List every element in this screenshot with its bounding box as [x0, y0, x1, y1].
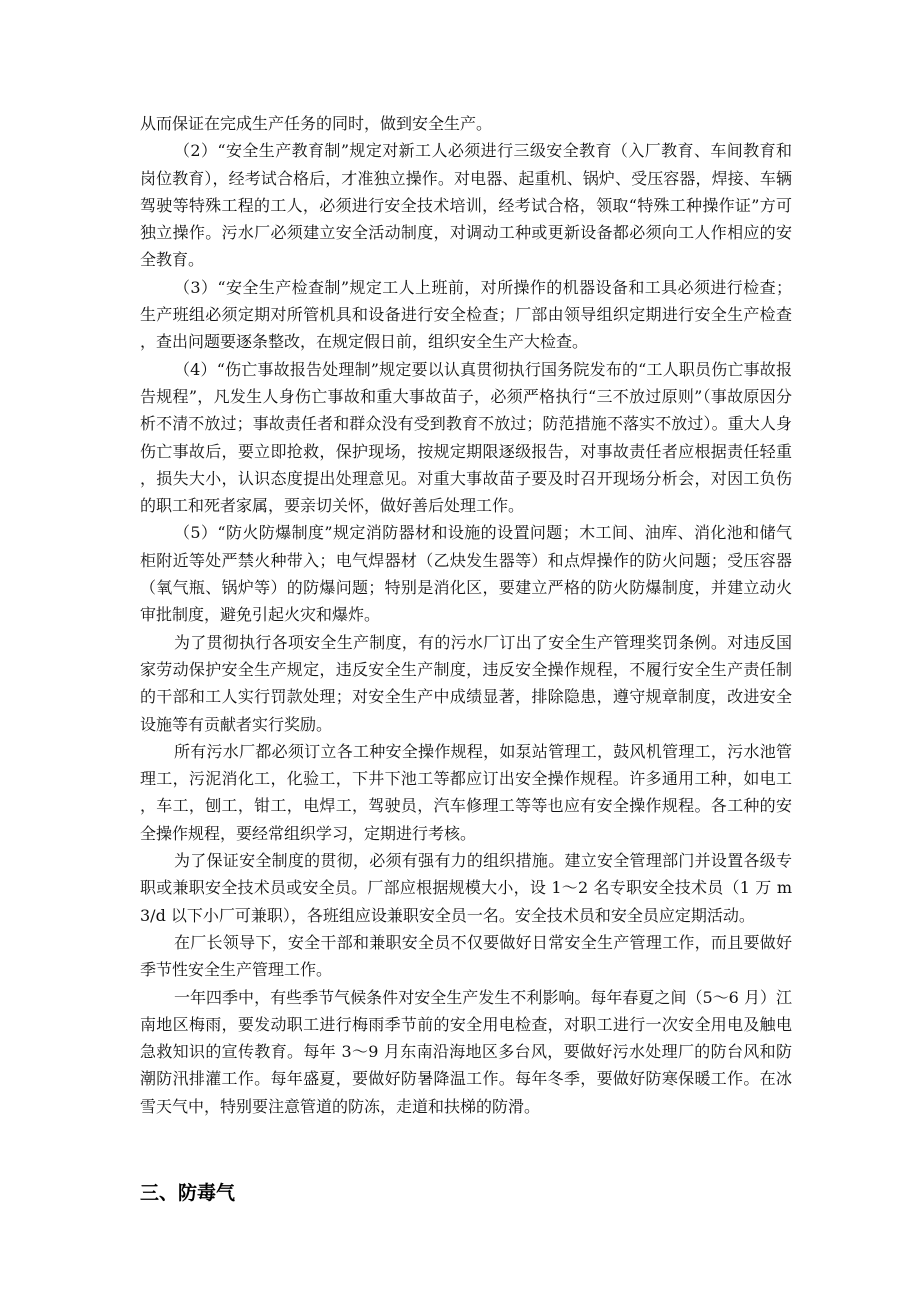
paragraph-safety-inspection: （3）“安全生产检查制”规定工人上班前，对所操作的机器设备和工具必须进行检查；生产班组必须定期对所管机具和设备进行安全检查；厂部由领导组织定期进行安全生产检查，查出问题要逐条整改，在规定假日前，组织安全生产大检查。 — [140, 277, 792, 352]
document-page — [140, 110, 792, 1208]
section-heading: 三、防毒气 — [140, 1181, 236, 1204]
paragraph-organization-measures: 为了保证安全制度的贯彻，必须有强有力的组织措施。建立安全管理部门并设置各级专职或兼职安全技术员或安全员。厂部应根据规模大小，设 1～2 名专职安全技术员（1 万 m3/d 以下小厂可兼职），各班组应设兼职安全员一名。安全技术员和安全员应定期活动。 — [140, 851, 792, 925]
paragraph-seasonal-conditions: 一年四季中，有些季节气候条件对安全生产发生不利影响。每年春夏之间（5～6 月）江南地区梅雨，要发动职工进行梅雨季节前的安全用电检查，对职工进行一次安全用电及触电急救知识的宣传教育。每年 3～9 月东南沿海地区多台风，要做好污水处理厂的防台风和防潮防汛排灌工作。每年盛夏，要做好防暑降温工作。每年冬季，要做好防寒保暖工作。在冰雪天气中，特别要注意管道的防冻，走道和扶梯的防滑。 — [140, 987, 792, 1116]
paragraph-safety-education: （2）“安全生产教育制”规定对新工人必须进行三级安全教育（入厂教育、车间教育和岗位教育），经考试合格后，才准独立操作。对电器、起重机、锅炉、受压容器，焊接、车辆驾驶等特殊工程的工人，必须进行安全技术培训，经考试合格，领取“特殊工种操作证”方可独立操作。污水厂必须建立安全活动制度，对调动工种或更新设备都必须向工人作相应的安全教育。 — [140, 141, 792, 270]
paragraph-rewards-penalties: 为了贯彻执行各项安全生产制度，有的污水厂订出了安全生产管理奖罚条例。对违反国家劳动保护安全生产规定，违反安全生产制度，违反安全操作规程，不履行安全生产责任制的干部和工人实行罚款处理；对安全生产中成绩显著，排除隐患，遵守规章制度，改进安全设施等有贡献者实行奖励。 — [140, 632, 792, 734]
paragraph-operating-procedures: 所有污水厂都必须订立各工种安全操作规程，如泵站管理工，鼓风机管理工，污水池管理工，污泥消化工，化验工，下井下池工等都应订出安全操作规程。许多通用工种，如电工，车工，刨工，钳工，电焊工，驾驶员，汽车修理工等等也应有安全操作规程。各工种的安全操作规程，要经常组织学习，定期进行考核。 — [140, 741, 792, 843]
paragraph-fire-prevention: （5）“防火防爆制度”规定消防器材和设施的设置问题；木工间、油库、消化池和储气柜附近等处严禁火种带入；电气焊器材（乙炔发生器等）和点焊操作的防火问题；受压容器（氧气瓶、锅炉等）的防爆问题；特别是消化区，要建立严格的防火防爆制度，并建立动火审批制度，避免引起火灾和爆炸。 — [140, 523, 792, 625]
paragraph-accident-report: （4）“伤亡事故报告处理制”规定要以认真贯彻执行国务院发布的“工人职员伤亡事故报告规程”，凡发生人身伤亡事故和重大事故苗子，必须严格执行“三不放过原则”（事故原因分析不清不放过；事故责任者和群众没有受到教育不放过；防范措施不落实不放过）。重大人身伤亡事故后，要立即抢救，保护现场，按规定期限逐级报告，对事故责任者应根据责任轻重，损失大小，认识态度提出处理意见。对重大事故苗子要及时召开现场分析会，对因工负伤的职工和死者家属，要亲切关怀，做好善后处理工作。 — [140, 359, 792, 516]
paragraph-continuation: 从而保证在完成生产任务的同时，做到安全生产。 — [140, 114, 493, 133]
paragraph-seasonal-management: 在厂长领导下，安全干部和兼职安全员不仅要做好日常安全生产管理工作，而且要做好季节性安全生产管理工作。 — [140, 932, 792, 980]
